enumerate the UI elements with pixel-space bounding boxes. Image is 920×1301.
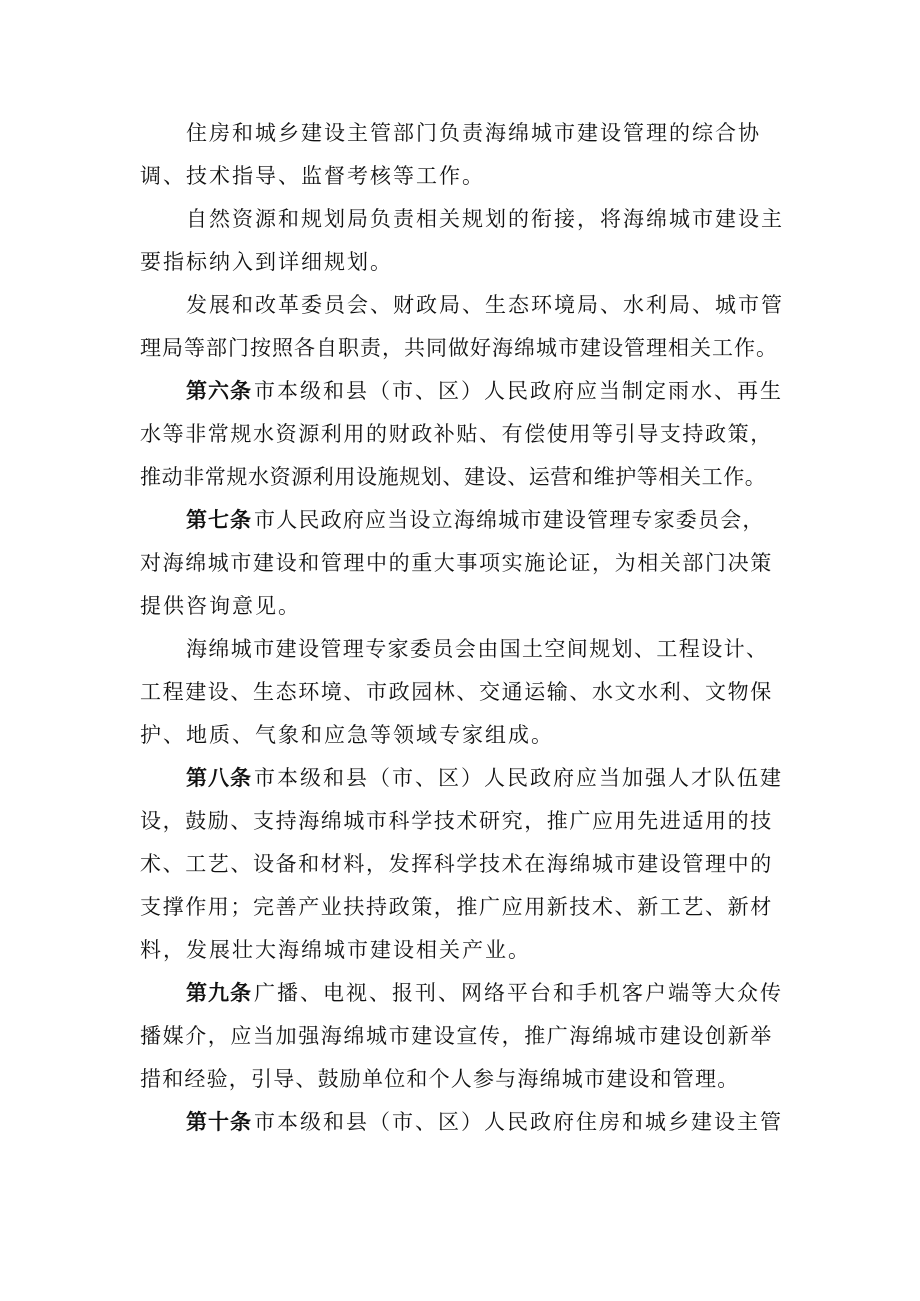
text-line: 工程建设、生态环境、市政园林、交通运输、水文水利、文物保 xyxy=(140,680,773,704)
paragraph xyxy=(140,198,782,284)
text-line xyxy=(140,1101,782,1144)
text-line: 调、技术指导、监督考核等工作。 xyxy=(140,164,485,188)
text-line: 措和经验，引导、鼓励单位和个人参与海绵城市建设和管理。 xyxy=(140,1067,740,1091)
text-line: 护、地质、气象和应急等领域专家组成。 xyxy=(140,723,554,747)
text-line: 水等非常规水资源利用的财政补贴、有偿使用等引导支持政策， xyxy=(140,422,773,446)
text-line: 理局等部门按照各自职责，共同做好海绵城市建设管理相关工作。 xyxy=(140,336,778,360)
text-line: 支撑作用；完善产业扶持政策，推广应用新技术、新工艺、新材 xyxy=(140,895,773,919)
text-line: 自然资源和规划局负责相关规划的衔接，将海绵城市建设主 xyxy=(186,207,784,231)
text-line xyxy=(140,757,782,800)
text-line: 术、工艺、设备和材料，发挥科学技术在海绵城市建设管理中的 xyxy=(140,852,773,876)
text-line: 提供咨询意见。 xyxy=(140,594,301,618)
paragraph xyxy=(140,112,782,198)
text-line: 对海绵城市建设和管理中的重大事项实施论证，为相关部门决策 xyxy=(140,551,773,575)
paragraph xyxy=(140,628,782,757)
article-paragraph xyxy=(140,972,782,1101)
article-paragraph xyxy=(140,370,782,499)
text-line xyxy=(140,370,782,413)
article-heading: 第八条 xyxy=(186,766,252,790)
text-run: 广播、电视、报刊、网络平台和手机客户端等大众传 xyxy=(254,981,783,1005)
text-line: 料，发展壮大海绵城市建设相关产业。 xyxy=(140,938,531,962)
text-line xyxy=(140,972,782,1015)
text-line: 发展和改革委员会、财政局、生态环境局、水利局、城市管 xyxy=(186,293,784,317)
text-run: 市人民政府应当设立海绵城市建设管理专家委员会， xyxy=(254,508,765,532)
article-paragraph xyxy=(140,1101,782,1144)
article-paragraph xyxy=(140,499,782,628)
text-run: 市本级和县（市、区）人民政府住房和城乡建设主管 xyxy=(254,1110,783,1134)
article-heading: 第九条 xyxy=(186,981,252,1005)
paragraph xyxy=(140,284,782,370)
text-line: 要指标纳入到详细规划。 xyxy=(140,250,393,274)
document-body xyxy=(140,112,782,1144)
text-line: 海绵城市建设管理专家委员会由国土空间规划、工程设计、 xyxy=(186,637,769,661)
article-heading: 第六条 xyxy=(186,379,252,403)
text-line: 推动非常规水资源利用设施规划、建设、运营和维护等相关工作。 xyxy=(140,465,767,489)
article-heading: 第十条 xyxy=(186,1110,252,1134)
text-line: 住房和城乡建设主管部门负责海绵城市建设管理的综合协 xyxy=(186,121,761,145)
text-run: 市本级和县（市、区）人民政府应当加强人才队伍建 xyxy=(254,766,783,790)
article-paragraph xyxy=(140,757,782,972)
text-line: 播媒介，应当加强海绵城市建设宣传，推广海绵城市建设创新举 xyxy=(140,1024,773,1048)
text-line xyxy=(140,499,782,542)
text-run: 市本级和县（市、区）人民政府应当制定雨水、再生 xyxy=(254,379,783,403)
article-heading: 第七条 xyxy=(186,508,252,532)
text-line: 设，鼓励、支持海绵城市科学技术研究，推广应用先进适用的技 xyxy=(140,809,773,833)
